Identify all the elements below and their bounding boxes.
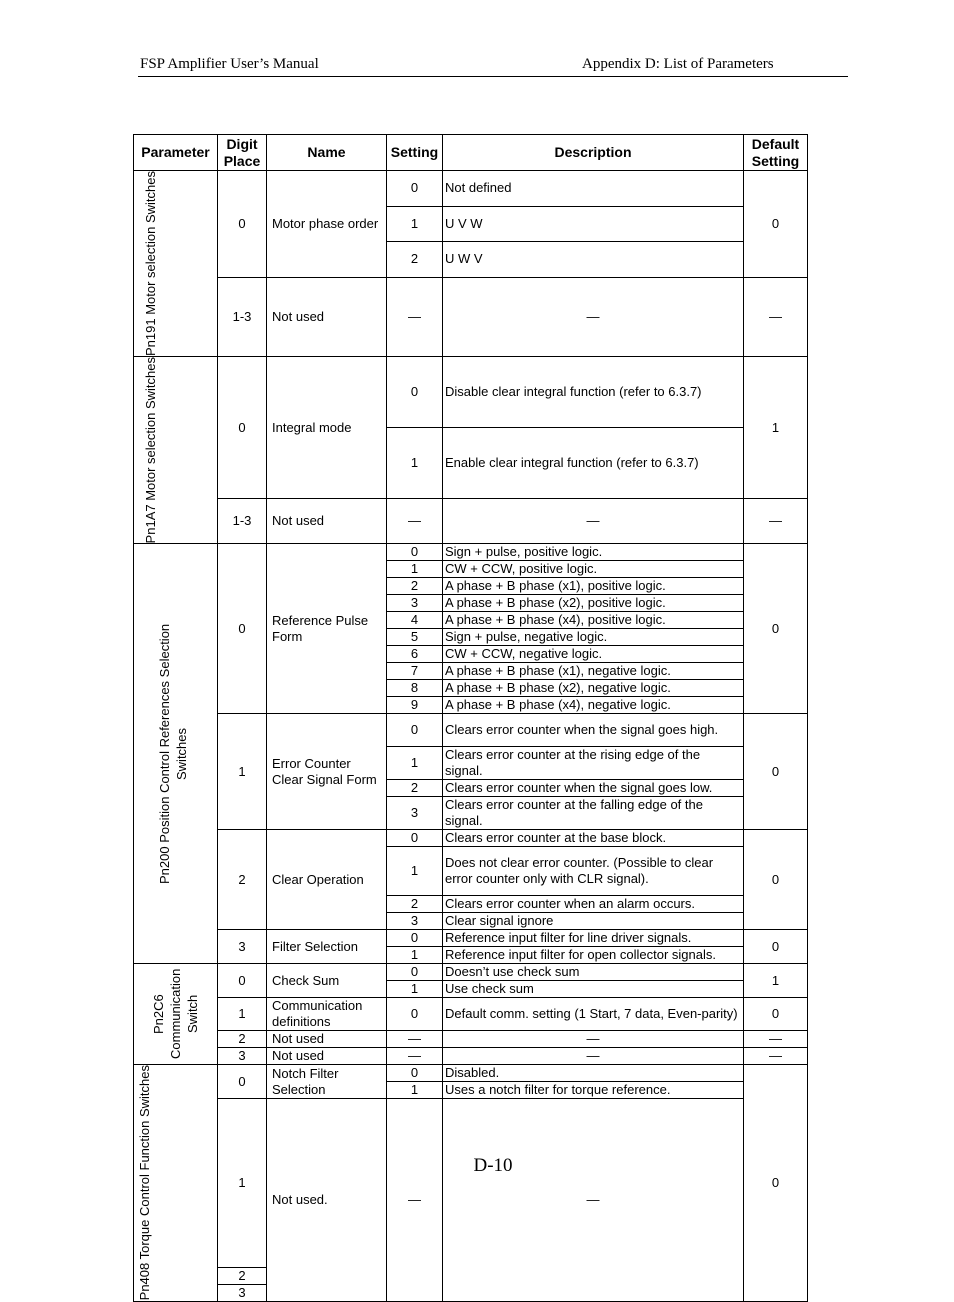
setting-cell: 1	[387, 1082, 443, 1099]
description-cell: —	[443, 1031, 744, 1048]
default-cell: —	[744, 1031, 808, 1048]
description-cell: Enable clear integral function (refer to 6.3.7)	[443, 428, 744, 499]
page-number: D-10	[473, 1155, 513, 1176]
default-cell: 0	[744, 830, 808, 930]
setting-cell: 0	[387, 998, 443, 1031]
description-cell: Default comm. setting (1 Start, 7 data, Even-parity)	[443, 998, 744, 1031]
setting-cell: 1	[387, 947, 443, 964]
table-row	[134, 998, 808, 1031]
digit-cell: 1	[218, 714, 267, 830]
description-cell: —	[443, 1099, 744, 1301]
name-cell: Notch Filter Selection	[267, 1065, 387, 1099]
description-cell: A phase + B phase (x2), positive logic.	[443, 595, 744, 612]
digit-cell: 1-3	[218, 499, 267, 544]
digit-cell: 2	[218, 1267, 267, 1284]
description-cell: A phase + B phase (x1), negative logic.	[443, 663, 744, 680]
description-cell: Does not clear error counter. (Possible to clear error counter only with CLR signal).	[443, 847, 744, 896]
header-manual-title: FSP Amplifier User’s Manual	[140, 56, 319, 72]
setting-cell: 0	[387, 714, 443, 747]
description-cell: Reference input filter for open collector signals.	[443, 947, 744, 964]
digit-cell: 0	[218, 356, 267, 498]
setting-cell: 2	[387, 780, 443, 797]
setting-cell: 0	[387, 356, 443, 427]
table-row	[134, 930, 808, 947]
setting-cell: 0	[387, 1065, 443, 1082]
table-row	[134, 1099, 808, 1267]
param-pn2c6: Pn2C6 Communication Switch	[134, 964, 218, 1065]
name-cell: Filter Selection	[267, 930, 387, 964]
col-header-setting: Setting	[387, 135, 443, 171]
setting-cell: 3	[387, 797, 443, 830]
col-header-parameter: Parameter	[134, 135, 218, 171]
header-rule	[138, 76, 848, 77]
table-row	[134, 1031, 808, 1048]
header-appendix-title: Appendix D: List of Parameters	[582, 56, 774, 72]
description-cell: Disabled.	[443, 1065, 744, 1082]
table-row	[134, 544, 808, 561]
name-cell: Not used.	[267, 1099, 387, 1301]
setting-cell: 1	[387, 428, 443, 499]
param-pn200: Pn200 Position Control References Selection Switches	[134, 544, 218, 964]
setting-cell: 1	[387, 561, 443, 578]
digit-cell: 0	[218, 1065, 267, 1099]
table-row	[134, 171, 808, 207]
setting-cell: 0	[387, 964, 443, 981]
name-cell: Clear Operation	[267, 830, 387, 930]
setting-cell: 3	[387, 595, 443, 612]
name-cell: Motor phase order	[267, 171, 387, 278]
digit-cell: 1-3	[218, 277, 267, 356]
description-cell: Disable clear integral function (refer to 6.3.7)	[443, 356, 744, 427]
setting-cell: 0	[387, 171, 443, 207]
table-row	[134, 499, 808, 544]
table-row	[134, 1048, 808, 1065]
description-cell: Clears error counter at the rising edge of the signal.	[443, 747, 744, 780]
default-cell: 0	[744, 1065, 808, 1301]
name-cell: Communication definitions	[267, 998, 387, 1031]
setting-cell: 1	[387, 981, 443, 998]
default-cell: —	[744, 1048, 808, 1065]
setting-cell: 8	[387, 680, 443, 697]
description-cell: Sign + pulse, negative logic.	[443, 629, 744, 646]
default-cell: —	[744, 277, 808, 356]
setting-cell: 0	[387, 830, 443, 847]
digit-cell: 3	[218, 1284, 267, 1301]
default-cell: 0	[744, 714, 808, 830]
name-cell: Reference Pulse Form	[267, 544, 387, 714]
name-cell: Error Counter Clear Signal Form	[267, 714, 387, 830]
param-pn408: Pn408 Torque Control Function Switches	[134, 1065, 218, 1301]
description-cell: Clears error counter at the base block.	[443, 830, 744, 847]
description-cell: Clears error counter when the signal goes low.	[443, 780, 744, 797]
setting-cell: 1	[387, 847, 443, 896]
digit-cell: 1	[218, 998, 267, 1031]
parameter-table	[133, 134, 808, 1302]
description-cell: Use check sum	[443, 981, 744, 998]
digit-cell: 0	[218, 964, 267, 998]
col-header-default-setting: Default Setting	[744, 135, 808, 171]
setting-cell: 9	[387, 697, 443, 714]
default-cell: 1	[744, 356, 808, 498]
description-cell: U V W	[443, 206, 744, 242]
setting-cell: —	[387, 1099, 443, 1301]
setting-cell: —	[387, 1031, 443, 1048]
digit-cell: 2	[218, 830, 267, 930]
description-cell: A phase + B phase (x4), negative logic.	[443, 697, 744, 714]
description-cell: A phase + B phase (x1), positive logic.	[443, 578, 744, 595]
setting-cell: 1	[387, 747, 443, 780]
description-cell: A phase + B phase (x4), positive logic.	[443, 612, 744, 629]
setting-cell: —	[387, 1048, 443, 1065]
description-cell: Clears error counter when the signal goes high.	[443, 714, 744, 747]
digit-cell: 2	[218, 1031, 267, 1048]
setting-cell: —	[387, 499, 443, 544]
digit-cell: 3	[218, 1048, 267, 1065]
description-cell: U W V	[443, 242, 744, 278]
digit-cell: 3	[218, 930, 267, 964]
table-row	[134, 1065, 808, 1082]
name-cell: Not used	[267, 499, 387, 544]
description-cell: A phase + B phase (x2), negative logic.	[443, 680, 744, 697]
description-cell: Sign + pulse, positive logic.	[443, 544, 744, 561]
table-row	[134, 277, 808, 356]
description-cell: Doesn’t use check sum	[443, 964, 744, 981]
description-cell: —	[443, 277, 744, 356]
table-header-row	[134, 135, 808, 171]
description-cell: Clear signal ignore	[443, 913, 744, 930]
default-cell: 0	[744, 544, 808, 714]
setting-cell: —	[387, 277, 443, 356]
default-cell: 1	[744, 964, 808, 998]
digit-cell: 1	[218, 1099, 267, 1267]
col-header-description: Description	[443, 135, 744, 171]
digit-cell: 0	[218, 544, 267, 714]
table-row	[134, 714, 808, 747]
param-pn1a7: Pn1A7 Motor selection Switches	[134, 356, 218, 543]
setting-cell: 0	[387, 930, 443, 947]
setting-cell: 2	[387, 896, 443, 913]
setting-cell: 3	[387, 913, 443, 930]
setting-cell: 2	[387, 242, 443, 278]
description-cell: CW + CCW, positive logic.	[443, 561, 744, 578]
setting-cell: 6	[387, 646, 443, 663]
description-cell: CW + CCW, negative logic.	[443, 646, 744, 663]
table-row	[134, 964, 808, 981]
description-cell: —	[443, 1048, 744, 1065]
param-pn191: Pn191 Motor selection Switches	[134, 171, 218, 357]
description-cell: Clears error counter at the falling edge of the signal.	[443, 797, 744, 830]
setting-cell: 7	[387, 663, 443, 680]
setting-cell: 0	[387, 544, 443, 561]
name-cell: Not used	[267, 277, 387, 356]
description-cell: Reference input filter for line driver signals.	[443, 930, 744, 947]
default-cell: 0	[744, 930, 808, 964]
col-header-name: Name	[267, 135, 387, 171]
name-cell: Integral mode	[267, 356, 387, 498]
col-header-digit-place: Digit Place	[218, 135, 267, 171]
default-cell: —	[744, 499, 808, 544]
description-cell: Clears error counter when an alarm occurs.	[443, 896, 744, 913]
name-cell: Check Sum	[267, 964, 387, 998]
name-cell: Not used	[267, 1048, 387, 1065]
setting-cell: 1	[387, 206, 443, 242]
default-cell: 0	[744, 171, 808, 278]
setting-cell: 5	[387, 629, 443, 646]
description-cell: Uses a notch filter for torque reference.	[443, 1082, 744, 1099]
table-row	[134, 356, 808, 427]
setting-cell: 2	[387, 578, 443, 595]
digit-cell: 0	[218, 171, 267, 278]
setting-cell: 4	[387, 612, 443, 629]
default-cell: 0	[744, 998, 808, 1031]
description-cell: Not defined	[443, 171, 744, 207]
name-cell: Not used	[267, 1031, 387, 1048]
description-cell: —	[443, 499, 744, 544]
table-row	[134, 830, 808, 847]
